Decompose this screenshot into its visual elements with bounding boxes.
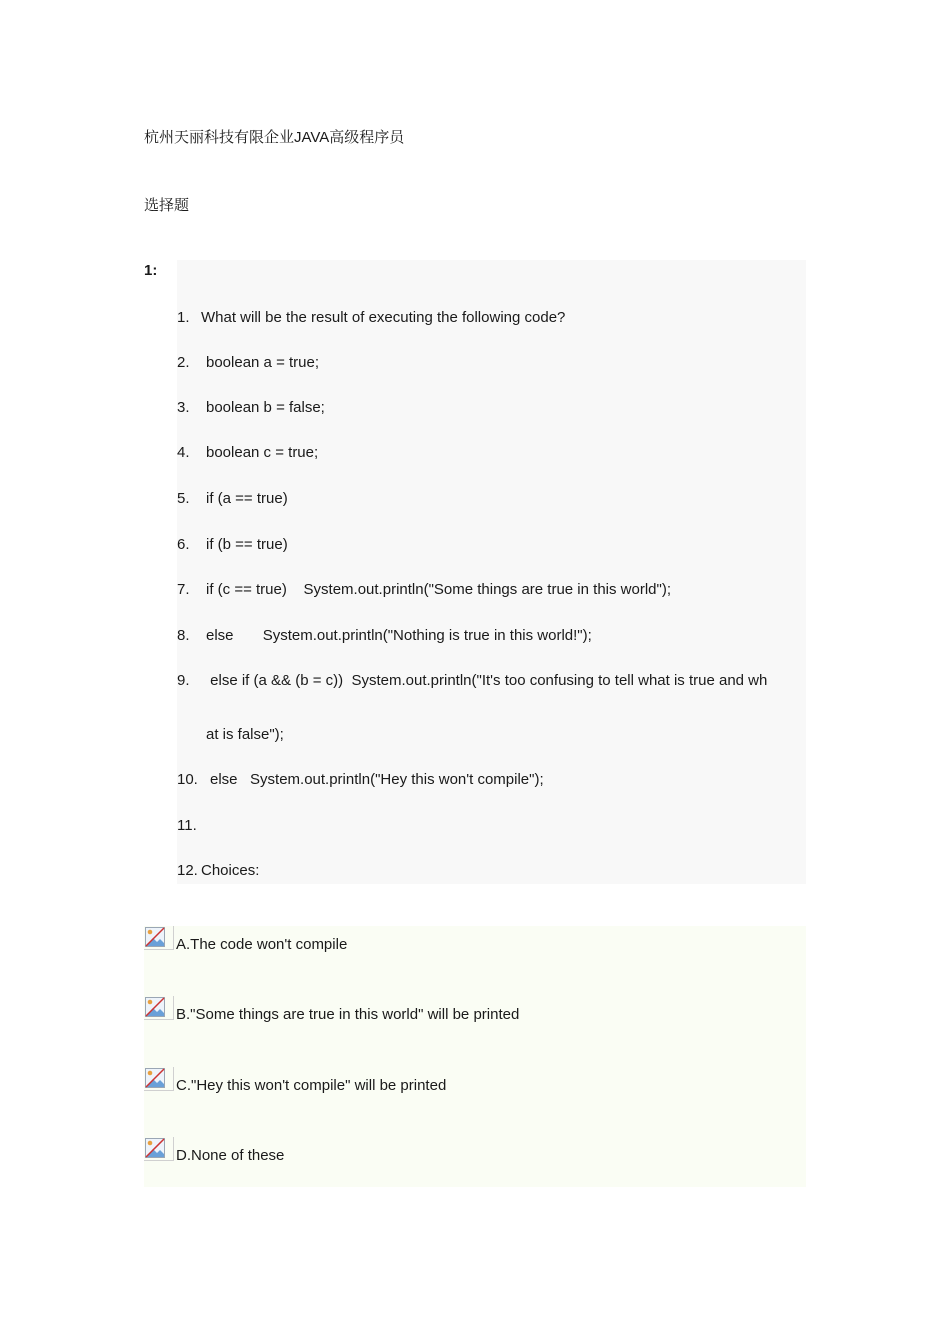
code-line [177, 308, 565, 328]
code-text: else System.out.println("Hey this won't compile"); [210, 771, 544, 788]
code-text: else if (a && (b = c)) System.out.println("It's too confusing to tell what is true and wh [206, 672, 768, 689]
document-title: 杭州天丽科技有限企业JAVA高级程序员 [144, 129, 405, 146]
line-number: 4. [177, 444, 190, 461]
broken-image-icon [144, 1067, 174, 1091]
choice-text: C."Hey this won't compile" will be printed [176, 1077, 447, 1094]
code-line [177, 489, 288, 509]
question-label: 1: [144, 262, 158, 279]
line-number: 11. [177, 817, 197, 834]
line-number: 8. [177, 627, 190, 644]
code-text: boolean b = false; [206, 399, 325, 416]
broken-image-icon [144, 1137, 174, 1161]
code-line [177, 770, 544, 790]
code-line [177, 861, 259, 881]
line-number: 3. [177, 399, 190, 416]
code-line [177, 580, 671, 600]
code-text: What will be the result of executing the following code? [201, 309, 566, 326]
broken-image-icon [144, 926, 174, 950]
choice-text: A.The code won't compile [176, 936, 348, 953]
code-text: at is false"); [206, 726, 284, 743]
code-text: boolean c = true; [206, 444, 319, 461]
code-line [177, 626, 592, 646]
section-title: 选择题 [144, 197, 190, 214]
line-number: 6. [177, 536, 190, 553]
line-number: 9. [177, 672, 190, 689]
code-text: if (c == true) System.out.println("Some things are true in this world"); [206, 581, 671, 598]
code-text: Choices: [201, 862, 260, 879]
code-line [177, 535, 288, 555]
code-line [177, 816, 201, 836]
line-number: 10. [177, 771, 198, 788]
choice-text: D.None of these [176, 1147, 285, 1164]
code-text: else System.out.println("Nothing is true in this world!"); [206, 627, 592, 644]
code-line [177, 353, 319, 373]
code-text: boolean a = true; [206, 354, 320, 371]
code-line [177, 671, 767, 691]
line-number: 5. [177, 490, 190, 507]
line-number: 12. [177, 862, 198, 879]
broken-image-icon [144, 996, 174, 1020]
choice-text: B."Some things are true in this world" will be printed [176, 1006, 520, 1023]
line-number: 7. [177, 581, 190, 598]
line-number: 1. [177, 309, 190, 326]
code-text: if (b == true) [206, 536, 288, 553]
code-text: if (a == true) [206, 490, 288, 507]
code-lines [177, 260, 806, 884]
code-line [177, 443, 318, 463]
code-line [177, 398, 325, 418]
code-line [177, 725, 284, 745]
line-number: 2. [177, 354, 190, 371]
